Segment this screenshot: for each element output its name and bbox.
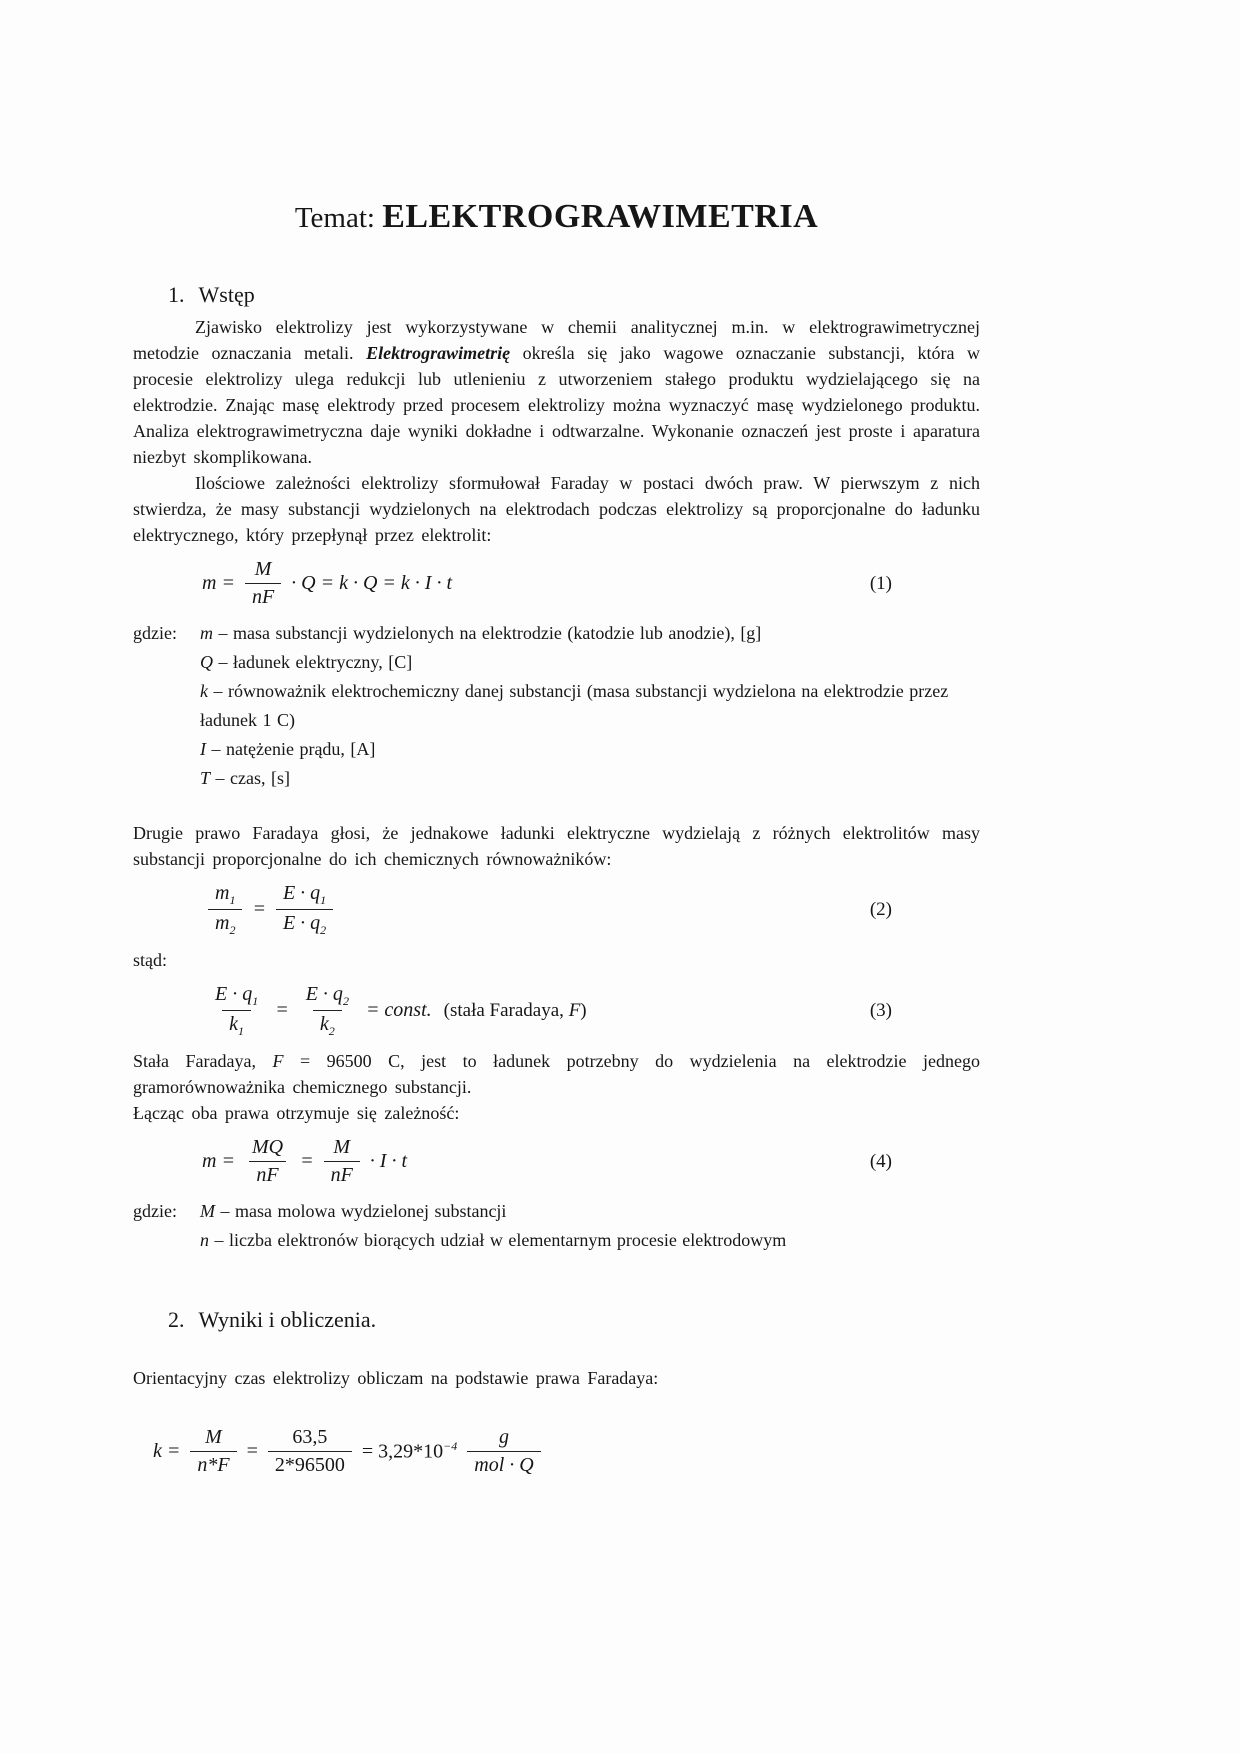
equals-sign: = xyxy=(246,1440,258,1462)
term-elektrograwimetria: Elektrograwimetrię xyxy=(366,343,511,363)
equation-4-rhs: · I · t xyxy=(369,1150,407,1172)
result-value: = $3,29*10^{-4}$ xyxy=(361,1439,458,1463)
fraction xyxy=(299,982,356,1039)
fraction-numerator: MQ xyxy=(251,1136,284,1158)
definition-item-M xyxy=(200,1197,980,1226)
fraction-denominator: $k_1$ xyxy=(222,1010,251,1039)
title-main: ELEKTROGRAWIMETRIA xyxy=(382,198,819,235)
definition-var-q: Q xyxy=(200,652,213,672)
fraction xyxy=(208,881,242,938)
definitions-block-2 xyxy=(133,1197,980,1255)
fraction xyxy=(190,1425,236,1478)
definitions-1-intro: gdzie: xyxy=(133,623,177,643)
section-1-number: 1. xyxy=(168,282,185,307)
equation-5-lhs: k = xyxy=(153,1440,181,1462)
paragraph-intro-text-1: Zjawisko elektrolizy jest wykorzystywane w chemii analitycznej m.in. w elektrograwimetrycznej metodzie oznaczania metali. xyxy=(133,317,980,363)
paragraph-faraday-constant: Stała Faradaya, F = 96500 C, jest to ładunek potrzebny do wydzielenia na elektrodzie jednego gramorównoważnika chemicznego substancji. xyxy=(133,1051,980,1097)
fraction xyxy=(245,1135,290,1188)
equals-sign: = xyxy=(300,1150,314,1172)
section-2-number: 2. xyxy=(168,1307,185,1332)
paragraph-second-law: Drugie prawo Faradaya głosi, że jednakowe ładunki elektryczne wydzielają z różnych elektrolitów masy substancji proporcjonalne do ich chemicznych równoważników: xyxy=(133,823,980,869)
paragraph-electrolysis-time: Orientacyjny czas elektrolizy obliczam na podstawie prawa Faradaya: xyxy=(133,1368,659,1388)
equation-4-lhs: m = xyxy=(202,1150,235,1172)
equation-2 xyxy=(133,881,980,938)
fraction-numerator: g xyxy=(498,1426,509,1448)
fraction xyxy=(268,1425,352,1478)
definitions-2-intro: gdzie: xyxy=(133,1201,177,1221)
exponent: −4 xyxy=(443,1439,458,1454)
definition-var-m: m xyxy=(200,623,213,643)
equation-5 xyxy=(133,1425,980,1478)
equals-sign: = xyxy=(252,898,266,920)
fraction-denominator: nF xyxy=(324,1161,360,1188)
equation-3-label: (3) xyxy=(869,999,892,1021)
definition-var-n: n xyxy=(200,1230,209,1250)
equation-4 xyxy=(133,1135,980,1188)
equation-1 xyxy=(133,557,980,610)
equation-1-label: (1) xyxy=(869,572,892,594)
paragraph-faraday-laws: Ilościowe zależności elektrolizy sformułował Faraday w postaci dwóch praw. W pierwszym z nich stwierdza, że masy substancji wydzielonych na elektrodach podczas elektrolizy są proporcjonalne do ładunku elektrycznego, który przepłynął przez elektrolit: xyxy=(133,473,980,545)
fraction-numerator: $E \cdot q_1$ xyxy=(282,882,327,907)
section-2-title: Wyniki i obliczenia. xyxy=(198,1307,377,1332)
document-content xyxy=(133,198,980,1487)
definitions-block-1 xyxy=(133,619,980,793)
page-title xyxy=(133,198,980,236)
definition-text-k: – równoważnik elektrochemiczny danej substancji (masa substancji wydzielona na elektrodzie przez ładunek 1 C) xyxy=(200,681,949,730)
fraction-numerator: M xyxy=(333,1136,350,1158)
equation-1-rhs: · Q = k · Q = k · I · t xyxy=(291,572,453,594)
section-2-heading xyxy=(133,1307,980,1333)
fraction-numerator: $m_1$ xyxy=(215,882,236,907)
fraction xyxy=(276,881,333,938)
const-term: = const. xyxy=(365,999,432,1021)
fraction xyxy=(208,982,265,1039)
paragraph-intro xyxy=(133,314,980,470)
fraction-denominator: $k_2$ xyxy=(313,1010,342,1039)
definition-var-k: k xyxy=(200,681,208,701)
var-F: F xyxy=(272,1051,284,1071)
fraction xyxy=(324,1135,360,1188)
section-1-heading xyxy=(133,282,980,308)
faraday-constant-note: (stała Faradaya, F) xyxy=(443,999,587,1021)
fraction-denominator: 2*96500 xyxy=(268,1451,352,1478)
stad-label: stąd: xyxy=(133,950,167,970)
fraction-numerator: M xyxy=(205,1426,222,1448)
equals-sign: = xyxy=(275,999,289,1021)
fraction xyxy=(245,557,281,610)
definition-text-n: – liczba elektronów biorących udział w elementarnym procesie elektrodowym xyxy=(209,1230,787,1250)
fraction-numerator: $E \cdot q_1$ xyxy=(215,983,259,1008)
definition-text-m: – masa substancji wydzielonych na elektrodzie (katodzie lub anodzie), [g] xyxy=(213,623,762,643)
definition-text-q: – ładunek elektryczny, [C] xyxy=(213,652,413,672)
definition-text-M: – masa molowa wydzielonej substancji xyxy=(215,1201,507,1221)
paragraph-intro-text-2: określa się jako wagowe oznaczanie substancji, która w procesie elektrolizy ulega redukcji lub utlenieniu z utworzeniem stałego produktu wydzielającego się na elektrodzie. Znając masę elektrody przed procesem elektrolizy można wyznaczyć masę wydzielonego produktu. Analiza elektrograwimetryczna daje wyniki dokładne i odtwarzalne. Wykonanie oznaczeń jest proste i aparatura niezbyt skomplikowana. xyxy=(133,343,981,467)
fraction-denominator: $E \cdot q_2$ xyxy=(276,909,333,938)
paragraph-combining-laws: Łącząc oba prawa otrzymuje się zależność: xyxy=(133,1103,460,1123)
equation-2-label: (2) xyxy=(869,898,892,920)
fraction-denominator: n*F xyxy=(190,1451,236,1478)
definition-var-t: T xyxy=(200,768,211,788)
equation-3 xyxy=(133,982,980,1039)
equation-4-label: (4) xyxy=(869,1150,892,1172)
equation-1-lhs: m = xyxy=(202,572,235,594)
fraction-numerator: M xyxy=(254,558,272,580)
definition-item-t xyxy=(200,764,980,793)
fraction-units xyxy=(467,1425,540,1478)
fraction-denominator: mol · Q xyxy=(467,1451,540,1478)
fraction-numerator: 63,5 xyxy=(292,1426,328,1448)
definition-item-k xyxy=(200,677,980,735)
definition-item-n xyxy=(200,1226,980,1255)
fraction-denominator: nF xyxy=(245,583,281,610)
definition-var-M: M xyxy=(200,1201,215,1221)
definition-item-i xyxy=(200,735,980,764)
fraction-denominator: $m_2$ xyxy=(208,909,242,938)
fraction-denominator: nF xyxy=(249,1161,285,1188)
section-1-title: Wstęp xyxy=(198,282,255,307)
definition-item-q xyxy=(200,648,980,677)
definition-item-m xyxy=(200,619,980,648)
definition-text-t: – czas, [s] xyxy=(210,768,290,788)
title-prefix: Temat: xyxy=(294,202,383,234)
definition-var-i: I xyxy=(200,739,206,759)
fraction-numerator: $E \cdot q_2$ xyxy=(305,983,349,1008)
definition-text-i: – natężenie prądu, [A] xyxy=(206,739,376,759)
